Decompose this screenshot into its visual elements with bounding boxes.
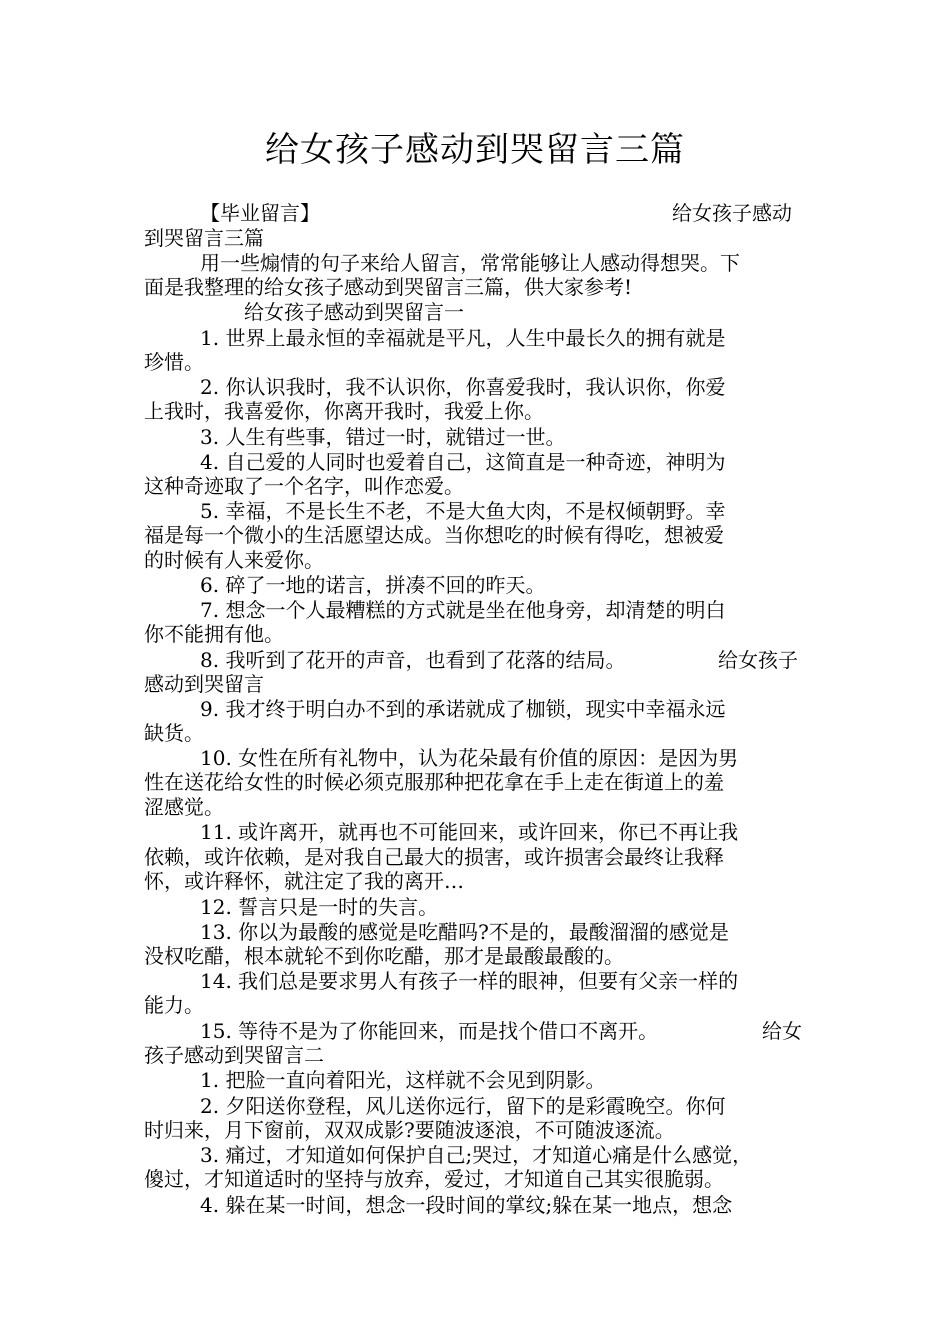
text-line: 缺货。 <box>144 721 204 745</box>
text-line: 给女孩子 <box>718 648 798 672</box>
text-line: 用一些煽情的句子来给人留言，常常能够让人感动得想哭。下 <box>200 251 740 275</box>
text-line: 3. 人生有些事，错过一时，就错过一世。 <box>200 425 566 449</box>
text-line: 到哭留言三篇 <box>144 226 264 250</box>
text-line: 13. 你以为最酸的感觉是吃醋吗?不是的，最酸溜溜的感觉是 <box>200 920 729 944</box>
text-line: 福是每一个微小的生活愿望达成。当你想吃的时候有得吃，想被爱 <box>144 523 724 547</box>
text-line: 给女孩子感动 <box>672 201 792 225</box>
text-line: 15. 等待不是为了你能回来，而是找个借口不离开。 <box>200 1019 659 1043</box>
text-line: 傻过，才知道适时的坚持与放弃，爱过，才知道自己其实很脆弱。 <box>144 1167 724 1191</box>
text-line: 依赖，或许依赖，是对我自己最大的损害，或许损害会最终让我释 <box>144 845 724 869</box>
text-line: 性在送花给女性的时候必须克服那种把花拿在手上走在街道上的羞 <box>144 770 724 794</box>
text-line: 给女 <box>762 1019 802 1043</box>
text-line: 14. 我们总是要求男人有孩子一样的眼神，但要有父亲一样的 <box>200 969 739 993</box>
text-line: 你不能拥有他。 <box>144 622 284 646</box>
text-line: 11. 或许离开，就再也不可能回来，或许回来，你已不再让我 <box>200 820 739 844</box>
text-line: 5. 幸福，不是长生不老，不是大鱼大肉，不是权倾朝野。幸 <box>200 499 726 523</box>
text-line: 2. 你认识我时，我不认识你，你喜爱我时，我认识你，你爱 <box>200 375 726 399</box>
text-line: 孩子感动到哭留言二 <box>144 1043 324 1067</box>
text-line: 涩感觉。 <box>144 795 224 819</box>
text-line: 10. 女性在所有礼物中，认为花朵最有价值的原因：是因为男 <box>200 746 739 770</box>
text-line: 1. 世界上最永恒的幸福就是平凡，人生中最长久的拥有就是 <box>200 326 726 350</box>
text-line: 【毕业留言】 <box>200 201 320 225</box>
text-line: 时归来，月下窗前，双双成影?要随波逐浪，不可随波逐流。 <box>144 1118 675 1142</box>
text-line: 给女孩子感动到哭留言一 <box>244 300 464 324</box>
text-line: 的时候有人来爱你。 <box>144 548 324 572</box>
text-line: 7. 想念一个人最糟糕的方式就是坐在他身旁，却清楚的明白 <box>200 598 726 622</box>
text-line: 4. 躲在某一时间，想念一段时间的掌纹;躲在某一地点，想念 <box>200 1193 733 1217</box>
text-line: 珍惜。 <box>144 350 204 374</box>
text-line: 1. 把脸一直向着阳光，这样就不会见到阴影。 <box>200 1068 606 1092</box>
text-line: 12. 誓言只是一时的失言。 <box>200 895 439 919</box>
page-title: 给女孩子感动到哭留言三篇 <box>265 130 685 170</box>
text-line: 能力。 <box>144 993 204 1017</box>
text-line: 4. 自己爱的人同时也爱着自己，这简直是一种奇迹，神明为 <box>200 450 726 474</box>
text-line: 这种奇迹取了一个名字，叫作恋爱。 <box>144 474 464 498</box>
text-line: 3. 痛过，才知道如何保护自己;哭过，才知道心痛是什么感觉， <box>200 1143 753 1167</box>
text-line: 8. 我听到了花开的声音，也看到了花落的结局。 <box>200 648 626 672</box>
text-line: 面是我整理的给女孩子感动到哭留言三篇，供大家参考! <box>144 275 633 299</box>
text-line: 2. 夕阳送你登程，风儿送你远行，留下的是彩霞晚空。你何 <box>200 1094 726 1118</box>
text-line: 9. 我才终于明白办不到的承诺就成了枷锁，现实中幸福永远 <box>200 697 726 721</box>
text-line: 上我时，我喜爱你，你离开我时，我爱上你。 <box>144 399 544 423</box>
text-line: 没权吃醋，根本就轮不到你吃醋，那才是最酸最酸的。 <box>144 944 624 968</box>
text-line: 6. 碎了一地的诺言，拼凑不回的昨天。 <box>200 573 546 597</box>
text-line: 怀，或许释怀，就注定了我的离开… <box>144 869 464 893</box>
text-line: 感动到哭留言 <box>144 672 264 696</box>
